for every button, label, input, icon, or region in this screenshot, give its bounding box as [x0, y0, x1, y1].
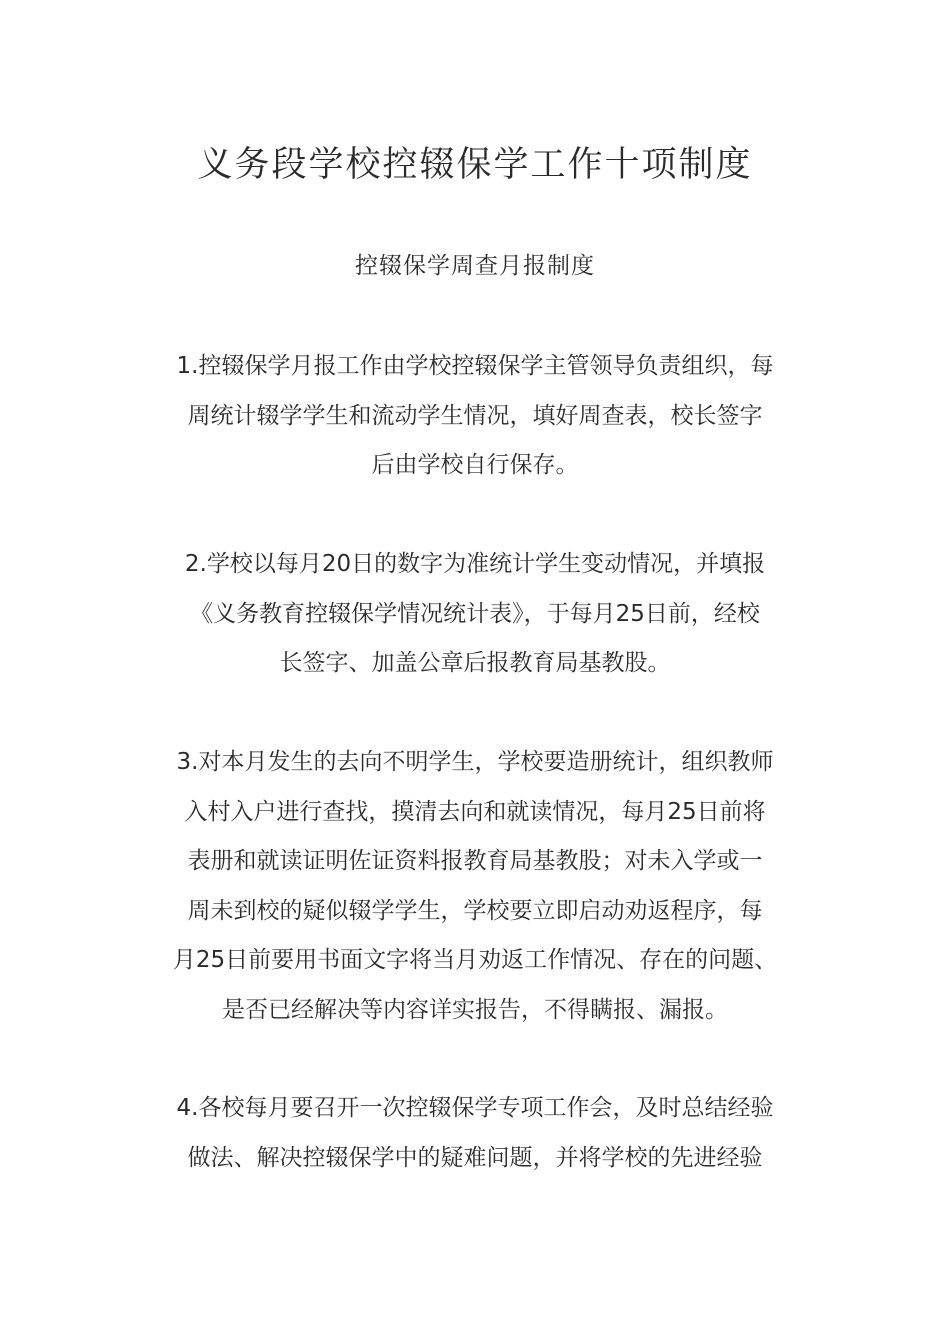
- paragraph-line: 4.各校每月要召开一次控辍保学专项工作会，及时总结经验: [176, 1095, 774, 1121]
- paragraph-line: 《义务教育控辍保学情况统计表》，于每月25日前，经校: [190, 600, 760, 627]
- paragraph-line: 入村入户进行查找，摸清去向和就读情况，每月25日前将: [184, 798, 766, 825]
- paragraph-line: 后由学校自行保存。: [371, 452, 579, 478]
- paragraph-2: [140, 540, 810, 689]
- paragraph-line: 月25日前要用书面文字将当月劝返工作情况、存在的问题、: [172, 947, 778, 973]
- paragraph-line: 周统计辍学学生和流动学生情况，填好周查表，校长签字: [187, 402, 763, 429]
- paragraph-4: [140, 1084, 810, 1183]
- paragraph-line: 表册和就读证明佐证资料报教育局基教股；对未入学或一: [187, 848, 763, 874]
- paragraph-3: [140, 738, 810, 1035]
- paragraph-line: 长签字、加盖公章后报教育局基教股。: [279, 650, 671, 676]
- paragraph-line: 3.对本月发生的去向不明学生，学校要造册统计，组织教师: [176, 749, 774, 775]
- paragraph-1: [140, 342, 810, 491]
- paragraph-line: 周未到校的疑似辍学学生，学校要立即启动劝返程序，每: [187, 897, 763, 924]
- paragraph-line: 1.控辍保学月报工作由学校控辍保学主管领导负责组织，每: [176, 353, 774, 379]
- document-title: 义务段学校控辍保学工作十项制度: [197, 145, 753, 185]
- paragraph-line: 做法、解决控辍保学中的疑难问题，并将学校的先进经验: [187, 1144, 763, 1171]
- paragraph-line: 是否已经解决等内容详实报告，不得瞒报、漏报。: [222, 996, 728, 1023]
- document-subtitle: 控辍保学周查月报制度: [355, 253, 595, 279]
- paragraph-line: 2.学校以每月20日的数字为准统计学生变动情况，并填报: [184, 551, 766, 577]
